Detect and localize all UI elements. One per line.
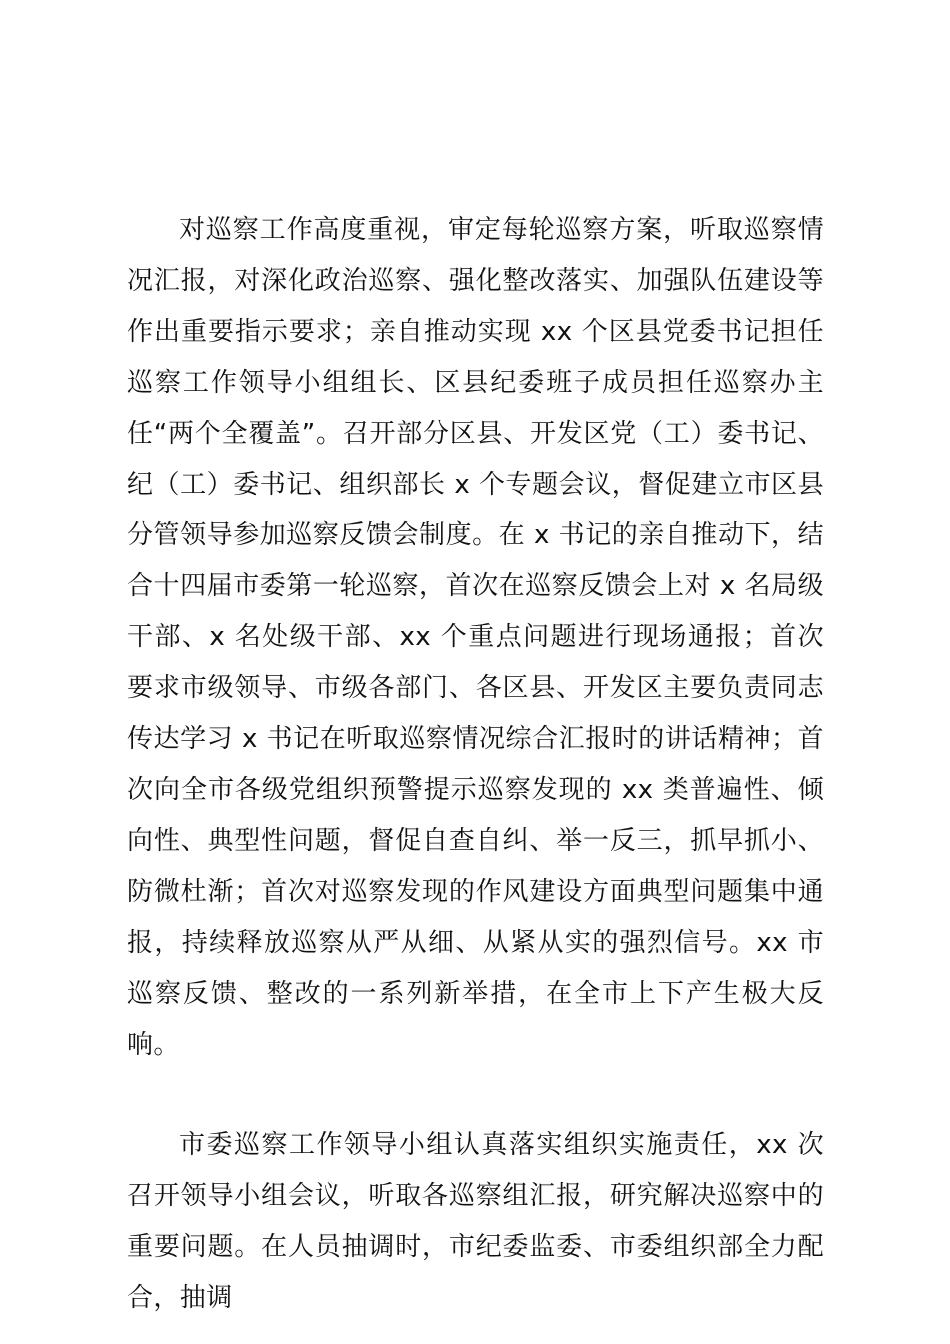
paragraph-1: 对巡察工作高度重视，审定每轮巡察方案，听取巡察情况汇报，对深化政治巡察、强化整改落实、加强队伍建设等作出重要指示要求；亲自推动实现 xx 个区县党委书记担任巡察工作领导小组组长、区县纪委班子成员担任巡察办主任“两个全覆盖”。召开部分区县、开发区党（工）委书记、纪（工）委书记、组织部长 x 个专题会议，督促建立市区县分管领导参加巡察反馈会制度。在 x 书记的亲自推动下，结合十四届市委第一轮巡察，首次在巡察反馈会上对 x 名局级干部、x 名处级干部、xx 个重点问题进行现场通报；首次要求市级领导、市级各部门、各区县、开发区主要负责同志传达学习 x 书记在听取巡察情况综合汇报时的讲话精神；首次向全市各级党组织预警提示巡察发现的 xx 类普遍性、倾向性、典型性问题，督促自查自纠、举一反三，抓早抓小、防微杜渐；首次对巡察发现的作风建设方面典型问题集中通报，持续释放巡察从严从细、从紧从实的强烈信号。xx 市巡察反馈、整改的一系列新举措，在全市上下产生极大反响。 (127, 215, 824, 1060)
paragraph-2: 市委巡察工作领导小组认真落实组织实施责任，xx 次召开领导小组会议，听取各巡察组汇报，研究解决巡察中的重要问题。在人员抽调时，市纪委监委、市委组织部全力配合，抽调 (127, 1130, 824, 1314)
document-body (127, 205, 824, 1324)
